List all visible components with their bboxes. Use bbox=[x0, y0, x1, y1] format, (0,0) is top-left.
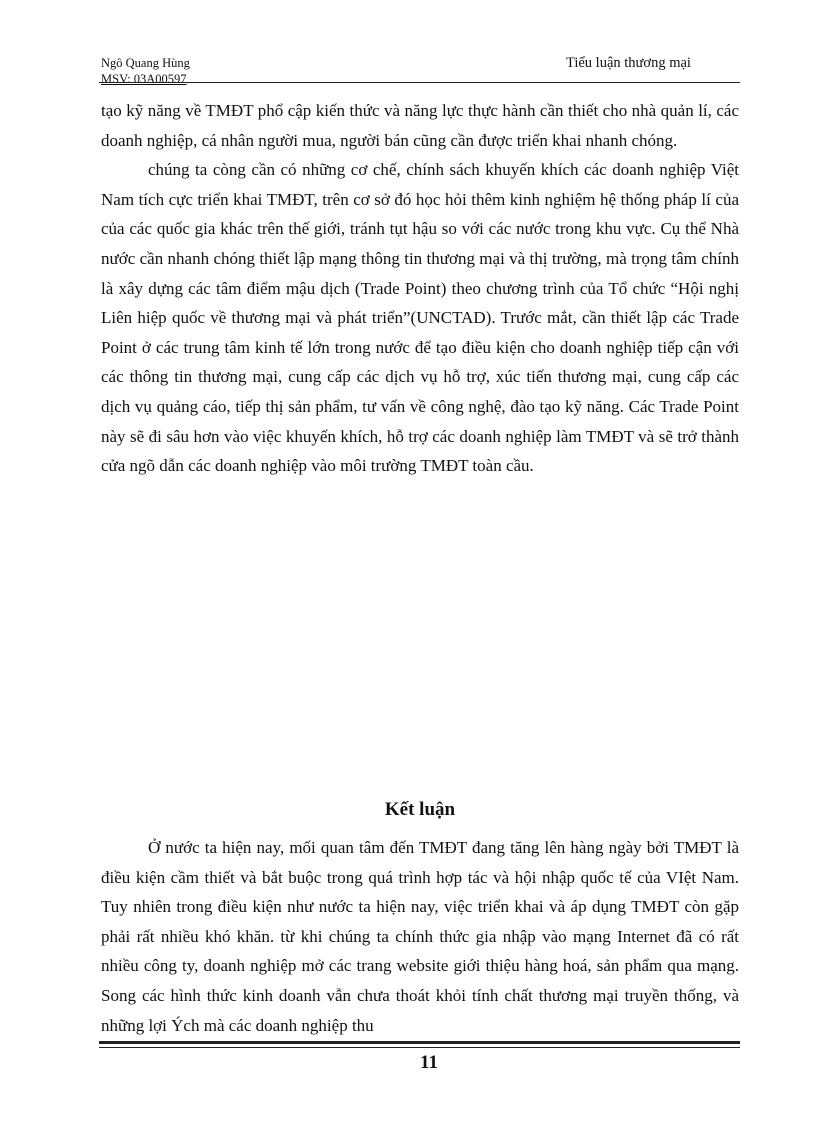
footer-divider-thick bbox=[99, 1041, 740, 1044]
body-text-top bbox=[101, 96, 739, 481]
header-divider bbox=[99, 82, 740, 83]
paragraph-2: chúng ta còng cần có những cơ chế, chính sách khuyến khích các doanh nghiệp Việt Nam tích cực triển khai TMĐT, trên cơ sở đó học hỏi thêm kinh nghiệm hệ thống pháp lí của của các quốc gia khác trên thế giới, tránh tụt hậu so với các nước trong khu vực. Cụ thể Nhà nước cần nhanh chóng thiết lập mạng thông tin thương mại và thị trường, mà trọng tâm chính là xây dựng các tâm điểm mậu dịch (Trade Point) theo chương trình của Tổ chức “Hội nghị Liên hiệp quốc về thương mại và phát triển”(UNCTAD). Trước mắt, cần thiết lập các Trade Point ở các trung tâm kinh tế lớn trong nước để tạo điều kiện cho doanh nghiệp tiếp cận với các thông tin thương mại, cung cấp các dịch vụ hỗ trợ, xúc tiến thương mại, cung cấp các dịch vụ quảng cáo, tiếp thị sản phẩm, tư vấn về công nghệ, đào tạo kỹ năng. Các Trade Point này sẽ đi sâu hơn vào việc khuyến khích, hỗ trợ các doanh nghiệp làm TMĐT và sẽ trở thành cửa ngõ dẫn các doanh nghiệp vào môi trường TMĐT toàn cầu. bbox=[101, 160, 739, 476]
header-student-id: MSV: 03A00597 bbox=[101, 72, 187, 86]
paragraph-1: tạo kỹ năng về TMĐT phổ cập kiến thức và năng lực thực hành cần thiết cho nhà quản lí, các doanh nghiệp, cá nhân người mua, người bán cũng cần được triển khai nhanh chóng. bbox=[101, 101, 739, 150]
body-text-conclusion bbox=[101, 833, 739, 1040]
page-number: 11 bbox=[420, 1052, 438, 1073]
header-doc-title: Tiểu luận thương mại bbox=[566, 55, 691, 71]
conclusion-section bbox=[101, 799, 739, 821]
header-author: Ngô Quang Hùng bbox=[101, 56, 190, 70]
paragraph-3: Ở nước ta hiện nay, mối quan tâm đến TMĐT đang tăng lên hàng ngày bởi TMĐT là điều kiện cầm thiết và bắt buộc trong quá trình hợp tác và hội nhập quốc tế của VIệt Nam. Tuy nhiên trong điều kiện như nước ta hiện nay, việc triển khai và áp dụng TMĐT còn gặp phải rất nhiều khó khăn. từ khi chúng ta chính thức gia nhập vào mạng Internet đã có rất nhiều công ty, doanh nghiệp mở các trang website giới thiệu hàng hoá, sản phẩm qua mạng. Song các hình thức kinh doanh vẫn chưa thoát khỏi tính chất thương mại truyền thống, và những lợi Ých mà các doanh nghiệp thu bbox=[101, 838, 739, 1035]
conclusion-heading: Kết luận bbox=[384, 799, 456, 820]
footer-divider-thin bbox=[99, 1047, 740, 1048]
